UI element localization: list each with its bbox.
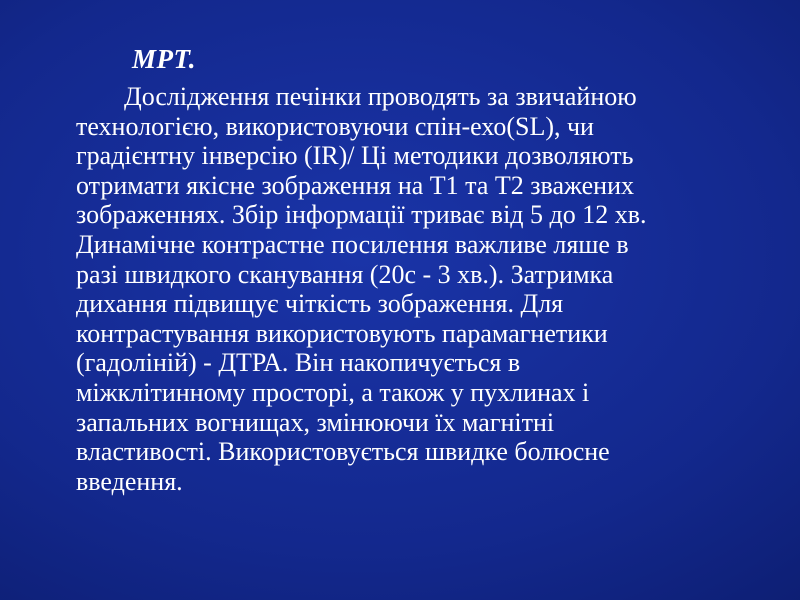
body-line: технологією, використовуючи спін-ехо(SL), чи bbox=[76, 111, 594, 141]
body-line: введення. bbox=[76, 466, 183, 496]
body-line: градієнтну інверсію (IR)/ Ці методики дозволяють bbox=[76, 141, 634, 171]
slide-body-paragraph bbox=[76, 82, 756, 496]
body-line: отримати якісне зображення на Т1 та Т2 зважених bbox=[76, 170, 634, 200]
body-line: Дослідження печінки проводять за звичайною bbox=[124, 82, 637, 111]
body-line: міжклітинному просторі, а також у пухлинах і bbox=[76, 377, 590, 407]
body-line: запальних вогнищах, змінюючи їх магнітні bbox=[76, 407, 555, 437]
body-line: властивості. Використовується швидке болюсне bbox=[76, 437, 610, 467]
body-line: (гадоліній) - ДТРА. Він накопичується в bbox=[76, 348, 521, 378]
body-line: Динамічне контрастне посилення важливе ляше в bbox=[76, 229, 629, 259]
body-line: контрастування використовують парамагнетики bbox=[76, 318, 608, 348]
body-line: зображеннях. Збір інформації триває від 5 до 12 хв. bbox=[76, 200, 647, 230]
slide-heading: МРТ. bbox=[132, 44, 197, 74]
body-line: дихання підвищує чіткість зображення. Для bbox=[76, 289, 564, 319]
body-line: разі швидкого сканування (20с - 3 хв.). Затримка bbox=[76, 259, 614, 289]
